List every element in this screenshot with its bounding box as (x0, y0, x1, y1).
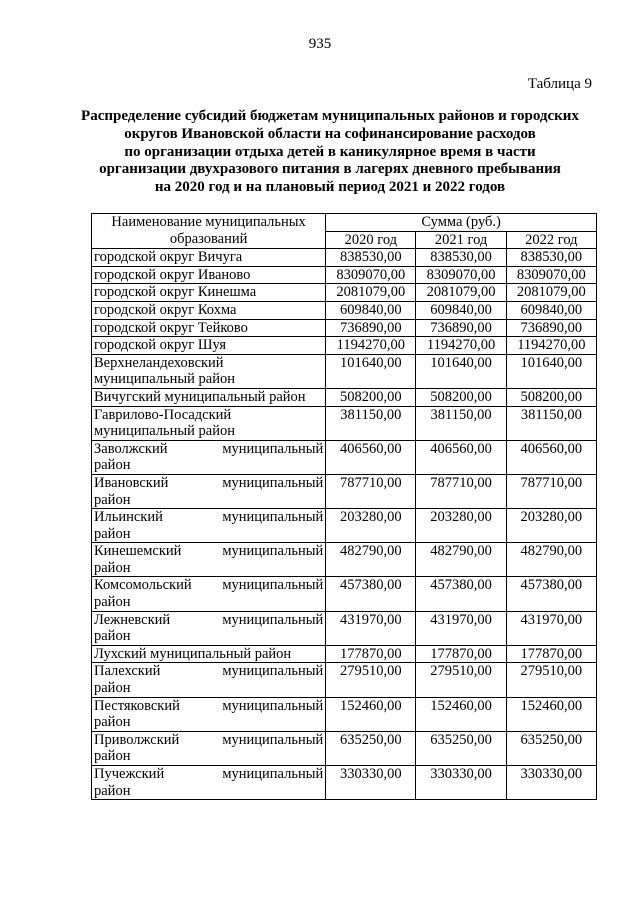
municipality-name-cell (92, 301, 326, 319)
amount-2021-cell: 609840,00 (416, 301, 506, 319)
header-name-cell: Наименование муниципальных образований (92, 214, 326, 249)
municipality-name-part: муниципальный (222, 697, 324, 714)
header-row (92, 214, 597, 232)
amount-2020-cell: 609840,00 (326, 301, 416, 319)
amount-2022-cell: 431970,00 (506, 611, 596, 645)
table-row (92, 645, 597, 663)
subsidies-table (91, 213, 597, 800)
municipality-name-cell (92, 284, 326, 302)
header-year-2022: 2022 год (506, 231, 596, 249)
municipality-name-part: район (94, 594, 131, 611)
amount-2021-cell: 381150,00 (416, 406, 506, 440)
table-row (92, 509, 597, 543)
table-header (92, 214, 597, 249)
amount-2021-cell: 508200,00 (416, 388, 506, 406)
table-row (92, 440, 597, 474)
municipality-name-part: район (94, 680, 131, 697)
table-row (92, 406, 597, 440)
municipality-name-cell (92, 266, 326, 284)
header-sum-cell: Сумма (руб.) (326, 214, 597, 232)
municipality-name-part: городской округ Кинешма (94, 284, 257, 301)
municipality-name-cell (92, 543, 326, 577)
amount-2020-cell: 838530,00 (326, 249, 416, 267)
municipality-name-part: городской округ Иваново (94, 266, 251, 283)
amount-2020-cell: 152460,00 (326, 697, 416, 731)
municipality-name-line (94, 698, 323, 715)
table-row (92, 354, 597, 388)
amount-2022-cell: 203280,00 (506, 509, 596, 543)
municipality-name-part: Вичугский муниципальный район (94, 388, 306, 405)
amount-2020-cell: 381150,00 (326, 406, 416, 440)
municipality-name-cell (92, 697, 326, 731)
amount-2021-cell: 177870,00 (416, 645, 506, 663)
municipality-name-part: Палехский (94, 663, 161, 680)
amount-2021-cell: 736890,00 (416, 319, 506, 337)
municipality-name-part: Гаврилово-Посадский (94, 406, 232, 423)
table-row (92, 577, 597, 611)
amount-2022-cell: 736890,00 (506, 319, 596, 337)
amount-2021-cell: 203280,00 (416, 509, 506, 543)
amount-2020-cell: 736890,00 (326, 319, 416, 337)
table-row (92, 337, 597, 355)
amount-2021-cell: 2081079,00 (416, 284, 506, 302)
amount-2021-cell: 635250,00 (416, 731, 506, 765)
amount-2020-cell: 101640,00 (326, 354, 416, 388)
amount-2020-cell: 482790,00 (326, 543, 416, 577)
amount-2021-cell: 838530,00 (416, 249, 506, 267)
municipality-name-part: район (94, 628, 131, 645)
municipality-name-line (94, 577, 323, 594)
municipality-name-line (94, 612, 323, 629)
municipality-name-cell (92, 474, 326, 508)
municipality-name-cell (92, 249, 326, 267)
table-row (92, 388, 597, 406)
municipality-name-cell (92, 611, 326, 645)
municipality-name-part: городской округ Кохма (94, 301, 237, 318)
amount-2020-cell: 2081079,00 (326, 284, 416, 302)
municipality-name-line (94, 441, 323, 458)
amount-2021-cell: 787710,00 (416, 474, 506, 508)
header-year-2021: 2021 год (416, 231, 506, 249)
amount-2021-cell: 482790,00 (416, 543, 506, 577)
municipality-name-line (94, 732, 323, 749)
municipality-name-part: городской округ Вичуга (94, 249, 243, 266)
municipality-name-part: район (94, 491, 131, 508)
municipality-name-line (94, 663, 323, 680)
amount-2020-cell: 406560,00 (326, 440, 416, 474)
municipality-name-part: муниципальный (222, 440, 324, 457)
municipality-name-part: район (94, 782, 131, 799)
amount-2020-cell: 177870,00 (326, 645, 416, 663)
amount-2022-cell: 609840,00 (506, 301, 596, 319)
table-row (92, 474, 597, 508)
municipality-name-part: муниципальный (222, 766, 324, 782)
amount-2022-cell: 177870,00 (506, 645, 596, 663)
municipality-name-part: муниципальный (222, 577, 324, 594)
amount-2021-cell: 406560,00 (416, 440, 506, 474)
amount-2022-cell: 279510,00 (506, 663, 596, 697)
amount-2022-cell: 1194270,00 (506, 337, 596, 355)
amount-2022-cell: 457380,00 (506, 577, 596, 611)
municipality-name-cell (92, 645, 326, 663)
municipality-name-part: Приволжский (94, 731, 180, 748)
amount-2020-cell: 330330,00 (326, 766, 416, 800)
municipality-name-part: Ильинский (94, 509, 163, 526)
municipality-name-part: муниципальный (222, 663, 324, 680)
municipality-name-line (94, 475, 323, 492)
amount-2020-cell: 457380,00 (326, 577, 416, 611)
amount-2022-cell: 152460,00 (506, 697, 596, 731)
municipality-name-cell (92, 337, 326, 355)
amount-2021-cell: 431970,00 (416, 611, 506, 645)
amount-2022-cell: 330330,00 (506, 766, 596, 800)
municipality-name-part: Ивановский (94, 474, 169, 491)
municipality-name-part: муниципальный (222, 611, 324, 628)
municipality-name-part: Пучежский (94, 766, 165, 782)
page-number: 935 (308, 36, 332, 52)
table-row (92, 319, 597, 337)
table-body (92, 249, 597, 800)
amount-2022-cell: 381150,00 (506, 406, 596, 440)
municipality-name-part: район (94, 525, 131, 542)
municipality-name-part: муниципальный (222, 509, 324, 526)
amount-2022-cell: 2081079,00 (506, 284, 596, 302)
amount-2020-cell: 1194270,00 (326, 337, 416, 355)
table-row (92, 284, 597, 302)
table-row (92, 266, 597, 284)
table-row (92, 731, 597, 765)
amount-2022-cell: 8309070,00 (506, 266, 596, 284)
municipality-name-part: городской округ Тейково (94, 319, 248, 336)
municipality-name-cell (92, 766, 326, 800)
amount-2020-cell: 508200,00 (326, 388, 416, 406)
municipality-name-part: городской округ Шуя (94, 337, 227, 354)
table-row (92, 301, 597, 319)
amount-2021-cell: 1194270,00 (416, 337, 506, 355)
municipality-name-part: Лухский муниципальный район (94, 645, 292, 662)
amount-2020-cell: 635250,00 (326, 731, 416, 765)
amount-2022-cell: 101640,00 (506, 354, 596, 388)
municipality-name-cell (92, 577, 326, 611)
amount-2021-cell: 457380,00 (416, 577, 506, 611)
municipality-name-part: район (94, 457, 131, 474)
document-title (60, 108, 600, 197)
amount-2021-cell: 8309070,00 (416, 266, 506, 284)
municipality-name-part: муниципальный район (94, 423, 235, 440)
municipality-name-part: район (94, 714, 131, 731)
municipality-name-part: район (94, 748, 131, 765)
municipality-name-part: Заволжский (94, 440, 168, 457)
municipality-name-line (94, 509, 323, 526)
municipality-name-part: муниципальный (222, 731, 324, 748)
municipality-name-cell (92, 406, 326, 440)
amount-2020-cell: 787710,00 (326, 474, 416, 508)
title-line: Распределение субсидий бюджетам муниципальных районов и городских (81, 108, 579, 124)
municipality-name-part: муниципальный район (94, 371, 235, 388)
table-row (92, 543, 597, 577)
amount-2022-cell: 787710,00 (506, 474, 596, 508)
table-row (92, 766, 597, 800)
amount-2020-cell: 203280,00 (326, 509, 416, 543)
amount-2021-cell: 101640,00 (416, 354, 506, 388)
amount-2020-cell: 8309070,00 (326, 266, 416, 284)
municipality-name-cell (92, 440, 326, 474)
amount-2022-cell: 635250,00 (506, 731, 596, 765)
table-label: Таблица 9 (527, 76, 592, 92)
municipality-name-cell (92, 319, 326, 337)
amount-2022-cell: 482790,00 (506, 543, 596, 577)
amount-2022-cell: 838530,00 (506, 249, 596, 267)
municipality-name-cell (92, 731, 326, 765)
municipality-name-part: Верхнеландеховский (94, 354, 224, 371)
municipality-name-part: Лежневский (94, 611, 171, 628)
municipality-name-part: район (94, 559, 131, 576)
municipality-name-line (94, 543, 323, 560)
municipality-name-part: муниципальный (222, 474, 324, 491)
header-year-2020: 2020 год (326, 231, 416, 249)
table-row (92, 697, 597, 731)
table-row (92, 663, 597, 697)
municipality-name-cell (92, 388, 326, 406)
amount-2021-cell: 152460,00 (416, 697, 506, 731)
amount-2020-cell: 431970,00 (326, 611, 416, 645)
title-line: по организации отдыха детей в каникулярное время в части (124, 143, 536, 160)
amount-2022-cell: 508200,00 (506, 388, 596, 406)
amount-2021-cell: 279510,00 (416, 663, 506, 697)
title-line: на 2020 год и на плановый период 2021 и 2022 годов (154, 179, 506, 196)
amount-2021-cell: 330330,00 (416, 766, 506, 800)
municipality-name-part: муниципальный (222, 543, 324, 560)
municipality-name-cell (92, 663, 326, 697)
table-row (92, 611, 597, 645)
title-line: округов Ивановской области на софинансирование расходов (124, 125, 536, 142)
municipality-name-cell (92, 354, 326, 388)
title-line: организации двухразового питания в лагерях дневного пребывания (99, 161, 561, 178)
amount-2020-cell: 279510,00 (326, 663, 416, 697)
municipality-name-part: Комсомольский (94, 577, 192, 594)
amount-2022-cell: 406560,00 (506, 440, 596, 474)
table-row (92, 249, 597, 267)
municipality-name-line (94, 766, 323, 783)
municipality-name-part: Кинешемский (94, 543, 182, 560)
municipality-name-part: Пестяковский (94, 697, 180, 714)
municipality-name-cell (92, 509, 326, 543)
